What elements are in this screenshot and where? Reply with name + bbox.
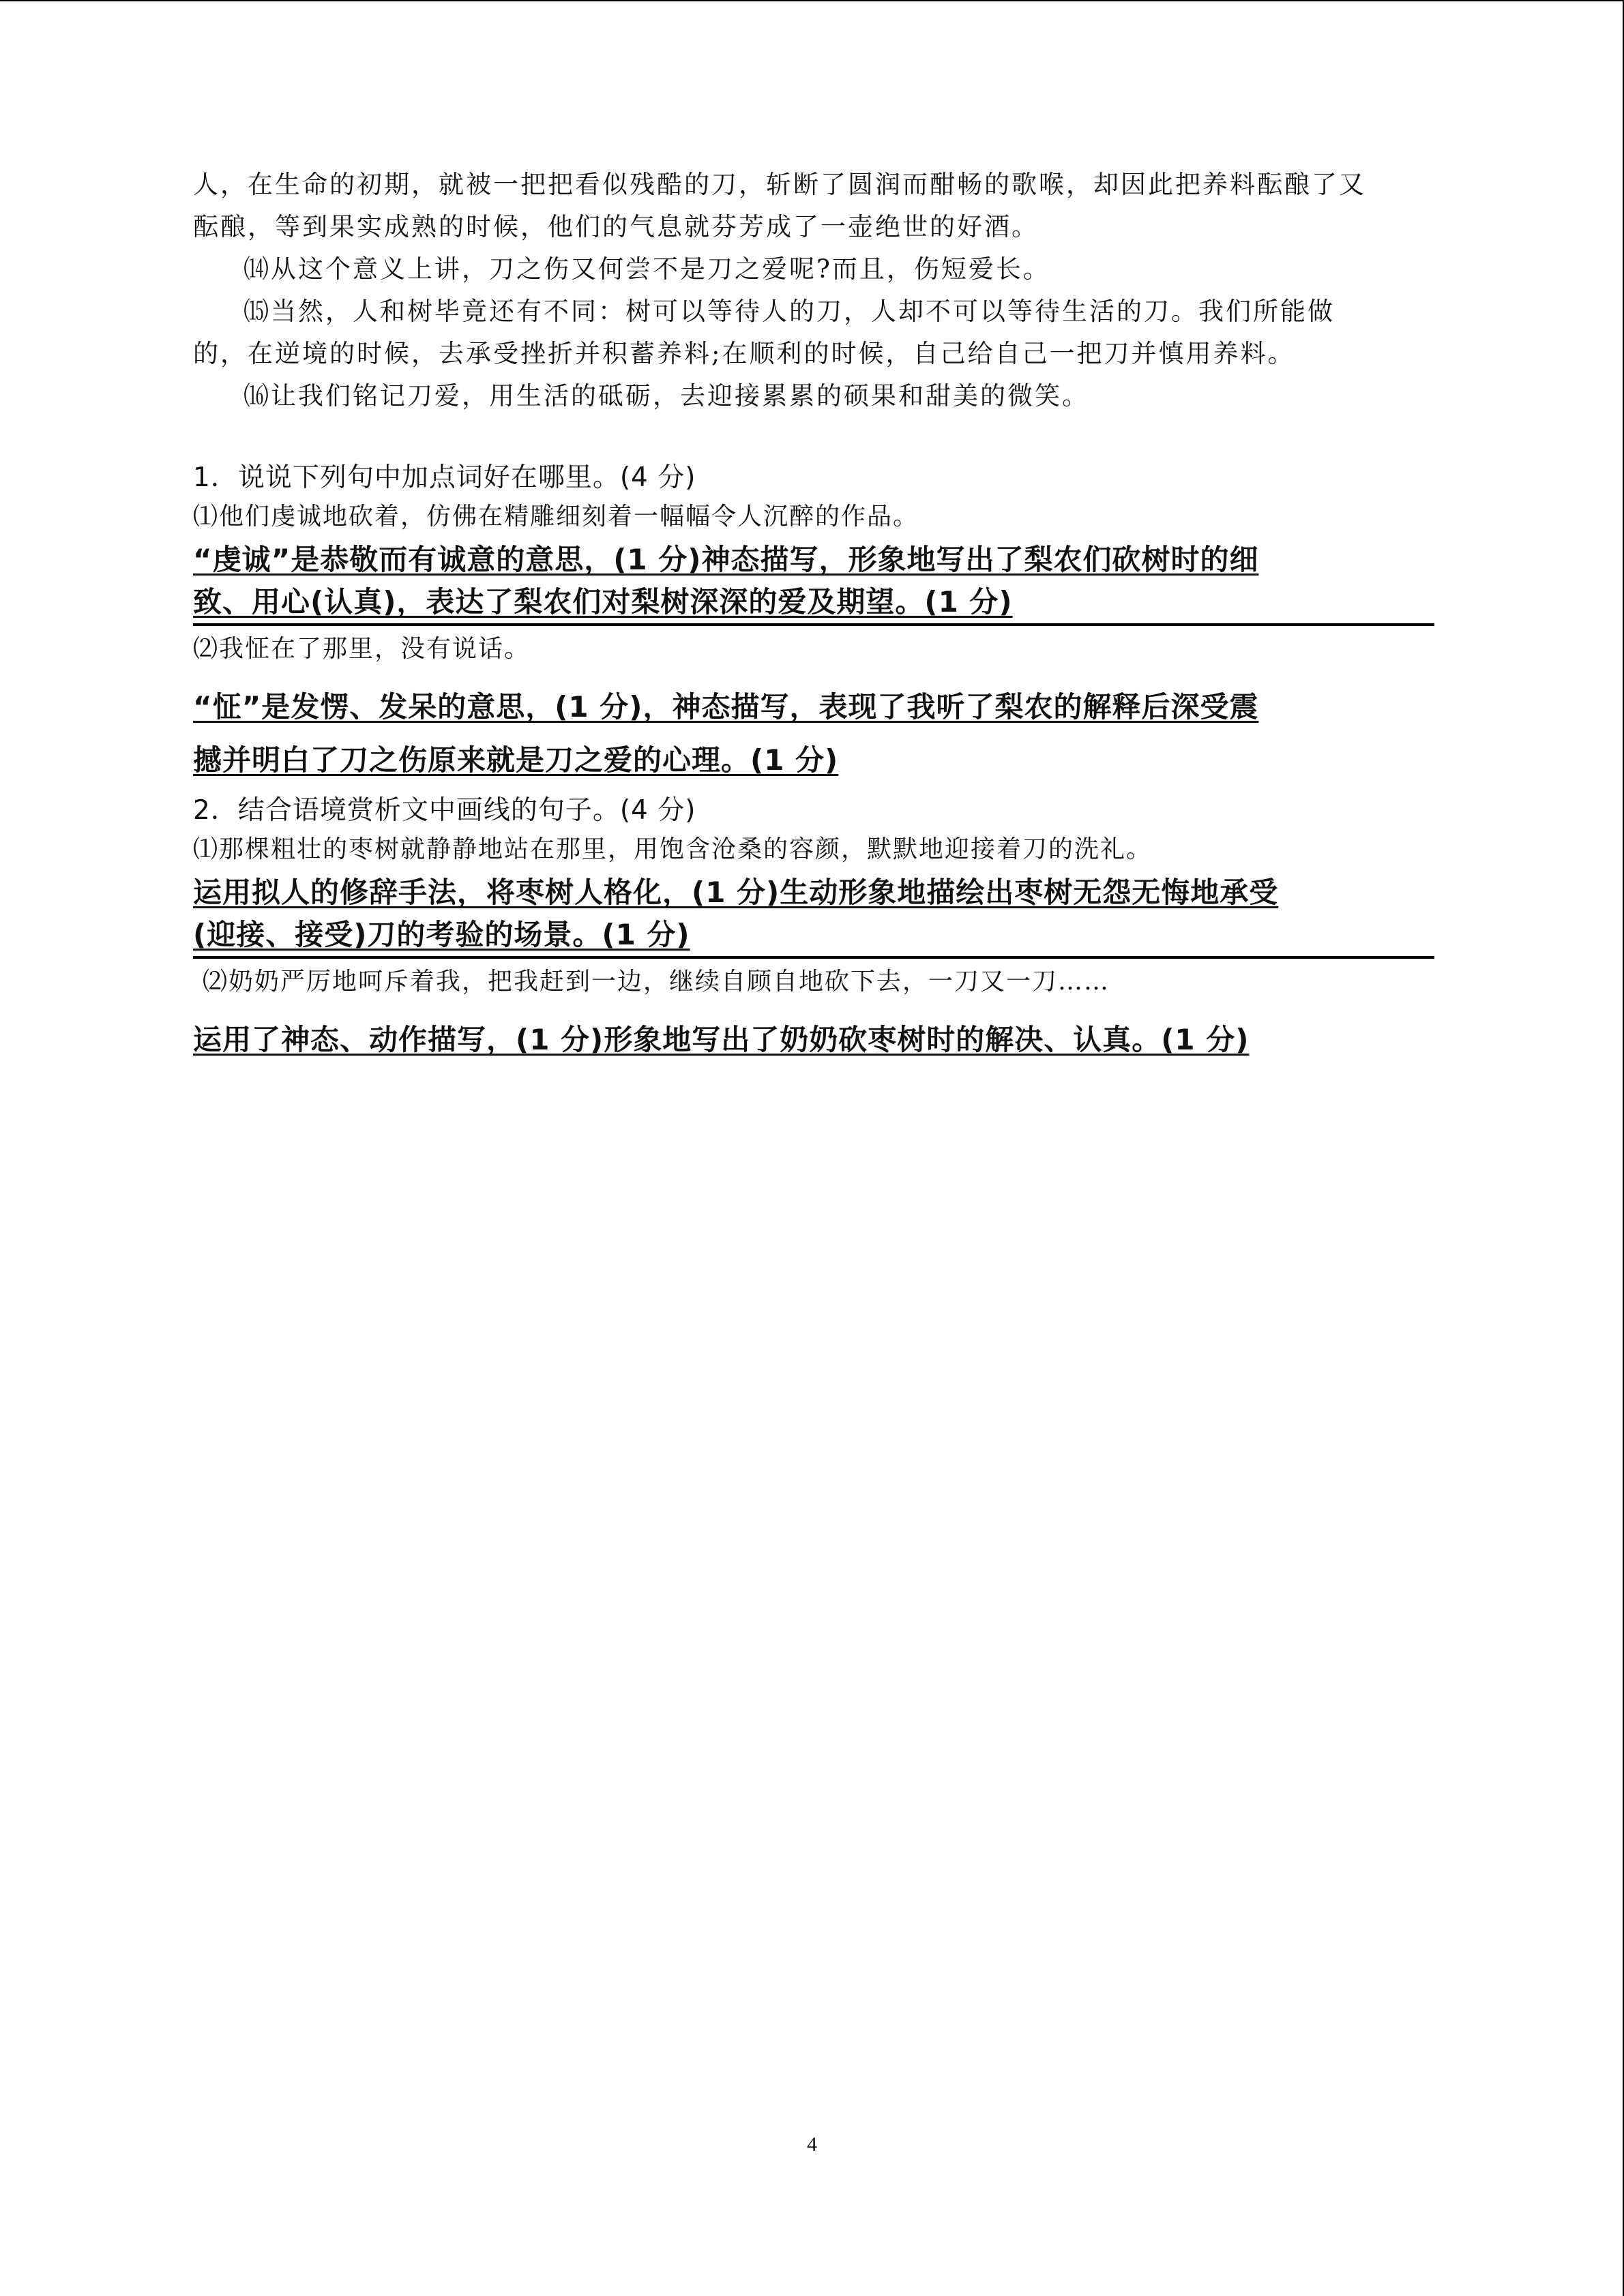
question-stem: 2．结合语境赏析文中画线的句子。(4 分) [193, 795, 696, 826]
sub-question: ⑴他们虔诚地砍着，仿佛在精雕细刻着一幅幅令人沉醉的作品。 [193, 503, 919, 531]
question-1 [193, 458, 1434, 787]
answer-block [193, 871, 1434, 959]
sub-question: ⑵奶奶严厉地呵斥着我，把我赶到一边，继续自顾自地砍下去，一刀又一刀…… [203, 968, 1110, 996]
answer-line: 运用拟人的修辞手法，将枣树人格化，(1 分)生动形象地描绘出枣树无怨无悔地承受 [193, 876, 1279, 909]
spacer [193, 417, 1434, 458]
passage-paragraph-14: ⒁从这个意义上讲，刀之伤又何尝不是刀之爱呢?而且，伤短爱长。 [243, 254, 1050, 284]
answer-line: (迎接、接受)刀的考验的场景。(1 分) [193, 918, 690, 951]
answer-line: 撼并明白了刀之伤原来就是刀之爱的心理。(1 分) [193, 743, 839, 777]
passage-paragraph-15 [193, 290, 1434, 375]
answer-block [193, 681, 1434, 787]
answer-block [193, 539, 1434, 626]
answer-block [193, 1013, 1434, 1067]
passage-paragraph-13 [193, 164, 1434, 248]
sub-question: ⑴那棵粗壮的枣树就静静地站在那里，用饱含沧桑的容颜，默默地迎接着刀的洗礼。 [193, 835, 1153, 863]
passage-line: ⒂当然，人和树毕竟还有不同：树可以等待人的刀，人却不可以等待生活的刀。我们所能做 [243, 297, 1335, 326]
answer-line: 致、用心(认真)，表达了梨农们对梨树深深的爱及期望。(1 分) [193, 585, 1013, 618]
passage [193, 164, 1434, 417]
passage-line: 酝酿，等到果实成熟的时候，他们的气息就芬芳成了一壶绝世的好酒。 [193, 212, 1039, 241]
question-2 [193, 791, 1434, 1067]
page-content [193, 164, 1434, 1071]
page-number: 4 [807, 2133, 817, 2156]
answer-line: 运用了神态、动作描写，(1 分)形象地写出了奶奶砍枣树时的解决、认真。(1 分) [193, 1023, 1250, 1056]
passage-line: 人，在生命的初期，就被一把把看似残酷的刀，斩断了圆润而酣畅的歌喉，却因此把养料酝酿了又 [193, 170, 1366, 199]
sub-question: ⑵我怔在了那里，没有说话。 [193, 635, 531, 663]
answer-line: “怔”是发愣、发呆的意思，(1 分)，神态描写，表现了我听了梨农的解释后深受震 [193, 690, 1259, 724]
answer-line: “虔诚”是恭敬而有诚意的意思，(1 分)神态描写，形象地写出了梨农们砍树时的细 [193, 543, 1259, 576]
passage-paragraph-16: ⒃让我们铭记刀爱，用生活的砥砺，去迎接累累的硕果和甜美的微笑。 [243, 381, 1089, 411]
question-stem: 1．说说下列句中加点词好在哪里。(4 分) [193, 462, 696, 493]
passage-line: 的，在逆境的时候，去承受挫折并积蓄养料;在顺利的时候，自己给自己一把刀并慎用养料。 [193, 339, 1295, 368]
